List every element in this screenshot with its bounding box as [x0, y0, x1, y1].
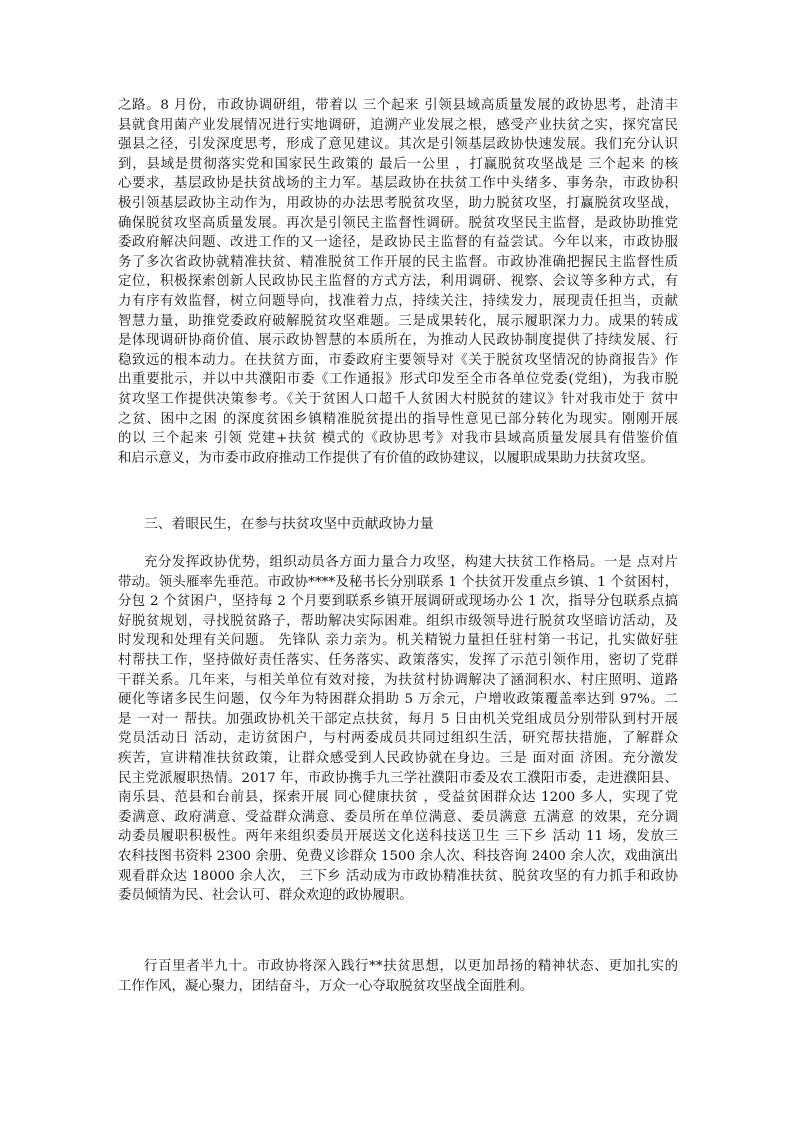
text-line: 心要求，基层政协是扶贫战场的主力军。基层政协在扶贫工作中头绪多、事务杂，市政协积	[118, 176, 678, 192]
text-line: 之贫、困中之困 的深度贫困乡镇精准脱贫提出的指导性意见已部分转化为现实。刚刚开展	[118, 411, 678, 427]
text-line: 党员活动日 活动，走访贫困户，与村两委成员共同过组织生活，研究帮扶措施，了解群众	[118, 731, 678, 747]
text-line: 工作作风，凝心聚力，团结奋斗，万众一心夺取脱贫攻坚战全面胜利。	[118, 978, 534, 994]
text-line: 是 一对一 帮扶。加强政协机关干部定点扶贫，每月 5 日由机关党组成员分别带队到村开展	[118, 711, 678, 727]
paragraph-1	[118, 96, 678, 468]
paragraph-2	[118, 553, 678, 906]
text-line: 带动。领头雁率先垂范。市政协****及秘书长分别联系 1 个扶贫开发重点乡镇、1 个贫困村，	[118, 574, 678, 590]
text-line: 好脱贫规划，寻找脱贫路子，帮助解决实际困难。组织市级领导进行脱贫攻坚暗访活动，及	[118, 613, 678, 629]
text-line: 和启示意义，为市委市政府推动工作提供了有价值的政协建议，以履职成果助力扶贫攻坚。	[118, 450, 654, 466]
text-line: 稳致远的根本动力。在扶贫方面，市委政府主要领导对《关于脱贫攻坚情况的协商报告》作	[118, 352, 678, 368]
text-line: 疾苦，宣讲精准扶贫政策，让群众感受到人民政协就在身边。三是 面对面 济困。充分激发	[118, 750, 678, 766]
text-line: 分包 2 个贫困户，坚持每 2 个月要到联系乡镇开展调研或现场办公 1 次，指导分包联系点搞	[118, 594, 678, 610]
text-line: 动委员履职积极性。两年来组织委员开展送文化送科技送卫生 三下乡 活动 11 场，发放三	[118, 829, 678, 845]
text-line: 委满意、政府满意、受益群众满意、委员所在单位满意、委员满意 五满意 的效果，充分调	[118, 809, 678, 825]
text-line: 干群关系。几年来，与相关单位有效对接，为扶贫村协调解决了涵洞积水、村庄照明、道路	[118, 672, 678, 688]
section-heading: 三、着眼民生，在参与扶贫攻坚中贡献政协力量	[144, 516, 434, 532]
paragraph-3	[118, 957, 678, 996]
text-line: 强县之径，引发深度思考，形成了意见建议。其次是引领基层政协快速发展。我们充分认识	[118, 137, 678, 153]
text-line: 民主党派履职热情。2017 年，市政协携手九三学社濮阳市委及农工濮阳市委，走进濮阳县、	[118, 770, 678, 786]
text-line: 是体现调研协商价值、展示政协智慧的本质所在，为推动人民政协制度提供了持续发展、行	[118, 333, 678, 349]
text-line: 委政府解决问题、改进工作的又一途径，是政协民主监督的有益尝试。今年以来，市政协服	[118, 235, 678, 251]
text-line: 之路。8 月份，市政协调研组，带着以 三个起来 引领县域高质量发展的政协思考，赴清丰	[118, 98, 678, 113]
text-line: 的以 三个起来 引领 党建+扶贫 模式的《政协思考》对我市县域高质量发展具有借鉴价值	[118, 431, 678, 447]
text-line: 观看群众达 18000 余人次， 三下乡 活动成为市政协精准扶贫、脱贫攻坚的有力抓手和政协	[118, 868, 678, 884]
text-line: 出重要批示，并以中共濮阳市委《工作通报》形式印发至全市各单位党委(党组)，为我市脱	[118, 372, 678, 388]
text-line: 农科技图书资料 2300 余册、免费义诊群众 1500 余人次、科技咨询 2400 余人次，戏曲演出	[118, 848, 678, 864]
text-line: 智慧力量，助推党委政府破解脱贫攻坚难题。三是成果转化，展示履职深力力。成果的转成	[118, 313, 678, 329]
text-line: 行百里者半九十。市政协将深入践行**扶贫思想，以更加昂扬的精神状态、更加扎实的	[144, 959, 678, 974]
text-line: 委员倾情为民、社会认可、群众欢迎的政协履职。	[118, 888, 413, 904]
text-line: 极引领基层政协主动作为，用政协的办法思考脱贫攻坚，助力脱贫攻坚，打赢脱贫攻坚战，	[118, 195, 678, 211]
text-line: 南乐县、范县和台前县，探索开展 同心健康扶贫 ，受益贫困群众达 1200 多人，实现了党	[118, 790, 678, 806]
text-line: 村帮扶工作，坚持做好责任落实、任务落实、政策落实，发挥了示范引领作用，密切了党群	[118, 652, 678, 668]
text-line: 力有序有效监督，树立问题导向，找准着力点，持续关注，持续发力，展现责任担当，贡献	[118, 293, 678, 309]
text-line: 时发现和处理有关问题。 先锋队 亲力亲为。机关精锐力量担任驻村第一书记，扎实做好驻	[118, 633, 678, 649]
text-line: 定位，积极探索创新人民政协民主监督的方式方法，利用调研、视察、会议等多种方式，有	[118, 274, 678, 290]
text-line: 县就食用菌产业发展情况进行实地调研，追溯产业发展之根，感受产业扶贫之实，探究富民	[118, 117, 678, 133]
text-line: 硬化等诸多民生问题，仅今年为特困群众捐助 5 万余元，户增收政策覆盖率达到 97%。二	[118, 692, 678, 708]
text-line: 务了多次省政协就精准扶贫、精准脱贫工作开展的民主监督。市政协准确把握民主监督性质	[118, 254, 678, 270]
text-line: 充分发挥政协优势，组织动员各方面力量合力攻坚，构建大扶贫工作格局。一是 点对片	[144, 555, 678, 570]
text-line: 到，县域是贯彻落实党和国家民生政策的 最后一公里 ，打赢脱贫攻坚战是 三个起来 的核	[118, 156, 678, 172]
text-line: 确保脱贫攻坚高质量发展。再次是引领民主监督性调研。脱贫攻坚民主监督，是政协助推党	[118, 215, 678, 231]
text-line: 贫攻坚工作提供决策参考。《关于贫困人口超千人贫困大村脱贫的建议》针对我市处于 贫中	[118, 391, 678, 407]
